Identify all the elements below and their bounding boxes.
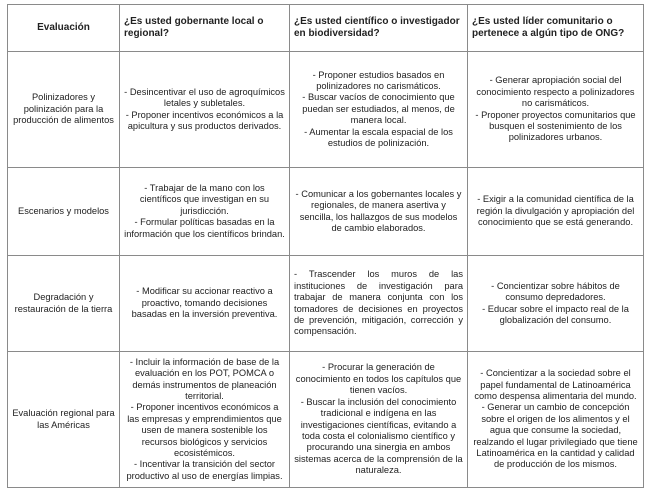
cell-cientifico (290, 52, 468, 168)
list-item: - Aumentar la escala espacial de los estudios de polinización. (304, 126, 453, 149)
list-item: - Generar un cambio de concepción sobre el origen de los alimentos y el agua que consume la sociedad, realzando el lugar privilegiado que tiene Latinoamérica en la cantidad y calidad de producción de los mismos. (473, 402, 638, 470)
table-row (8, 256, 644, 352)
cell-lider (468, 168, 644, 256)
list-item: - Proponer estudios basados en polinizadores no carismáticos. (312, 69, 445, 91)
table-row (8, 168, 644, 256)
list-item: - Buscar vacíos de conocimiento que puedan ser estudiados, al menos, de manera local. (302, 92, 455, 126)
row-evaluation-label: Evaluación regional para las Américas (8, 352, 120, 488)
header-cientifico: ¿Es usted científico o investigador en biodiversidad? (290, 5, 468, 52)
list-item: - Buscar la inclusión del conocimiento tradicional e indígena en las investigaciones científicas, evitando a toda costa el colonialismo científico y procurando una sinergia en ambos sistemas acerca de la comprensión de la naturaleza. (294, 396, 463, 476)
cell-gobernante (120, 52, 290, 168)
cell-lider (468, 52, 644, 168)
row-evaluation-label: Polinizadores y polinización para la producción de alimentos (8, 52, 120, 168)
list-item: - Proponer proyectos comunitarios que busquen el sostenimiento de los polinizadores urbanos. (475, 109, 636, 143)
row-evaluation-label: Escenarios y modelos (8, 168, 120, 256)
header-lider: ¿Es usted líder comunitario o pertenece a algún tipo de ONG? (468, 5, 644, 52)
list-item: - Concientizar a la sociedad sobre el papel fundamental de Latinoamérica como despensa alimentaria del mundo. (474, 368, 637, 401)
cell-cientifico (290, 352, 468, 488)
list-item: - Trabajar de la mano con los científicos que investigan en su jurisdicción. (139, 182, 270, 216)
list-item: - Formular políticas basadas en la información que los científicos brindan. (124, 217, 285, 239)
header-gobernante: ¿Es usted gobernante local o regional? (120, 5, 290, 52)
list-item: - Comunicar a los gobernantes locales y regionales, de manera asertiva y sencilla, los hallazgos de sus modelos de cambio elaborados. (295, 188, 462, 233)
cell-lider (468, 256, 644, 352)
list-item: - Desincentivar el uso de agroquímicos letales y subletales. (124, 86, 285, 109)
list-item: - Generar apropiación social del conocimiento respecto a polinizadores no carismáticos. (476, 75, 635, 109)
table-header-row (8, 5, 644, 52)
list-item: - Educar sobre el impacto real de la globalización del consumo. (482, 303, 629, 325)
list-item: - Procurar la generación de conocimiento en todos los capítulos que tienen vacíos. (295, 362, 462, 396)
row-evaluation-label: Degradación y restauración de la tierra (8, 256, 120, 352)
cell-lider (468, 352, 644, 488)
cell-gobernante (120, 256, 290, 352)
header-evaluacion: Evaluación (8, 5, 120, 52)
list-item: - Proponer incentivos económicos a la apicultura y sus productos derivados. (125, 109, 284, 131)
list-item: - Incentivar la transición del sector productivo al uso de energías limpias. (126, 459, 283, 481)
list-item: - Proponer incentivos económicos a las empresas y emprendimientos que usen de manera sostenible los recursos biológicos y servicios ecosistémicos. (127, 402, 282, 459)
list-item: - Incluir la información de base de la evaluación en los POT, POMCA o demás instrumentos de planeación territorial. (129, 356, 280, 401)
table-row (8, 52, 644, 168)
cell-gobernante (120, 168, 290, 256)
list-item: - Trascender los muros de las instituciones de investigación para trabajar de manera conjunta con los tomadores de decisiones en proyectos de prevención, mitigación, corrección y compensación. (294, 269, 463, 337)
actions-table (7, 4, 644, 488)
list-item: - Exigir a la comunidad científica de la región la divulgación y apropiación del conocimiento que se está generando. (476, 194, 635, 228)
list-item: - Modificar su accionar reactivo a proactivo, tomando decisiones basadas en la inversión preventiva. (131, 286, 278, 320)
cell-gobernante (120, 352, 290, 488)
list-item: - Concientizar sobre hábitos de consumo depredadores. (491, 280, 620, 303)
cell-cientifico (290, 256, 468, 352)
table-row (8, 352, 644, 488)
cell-cientifico (290, 168, 468, 256)
